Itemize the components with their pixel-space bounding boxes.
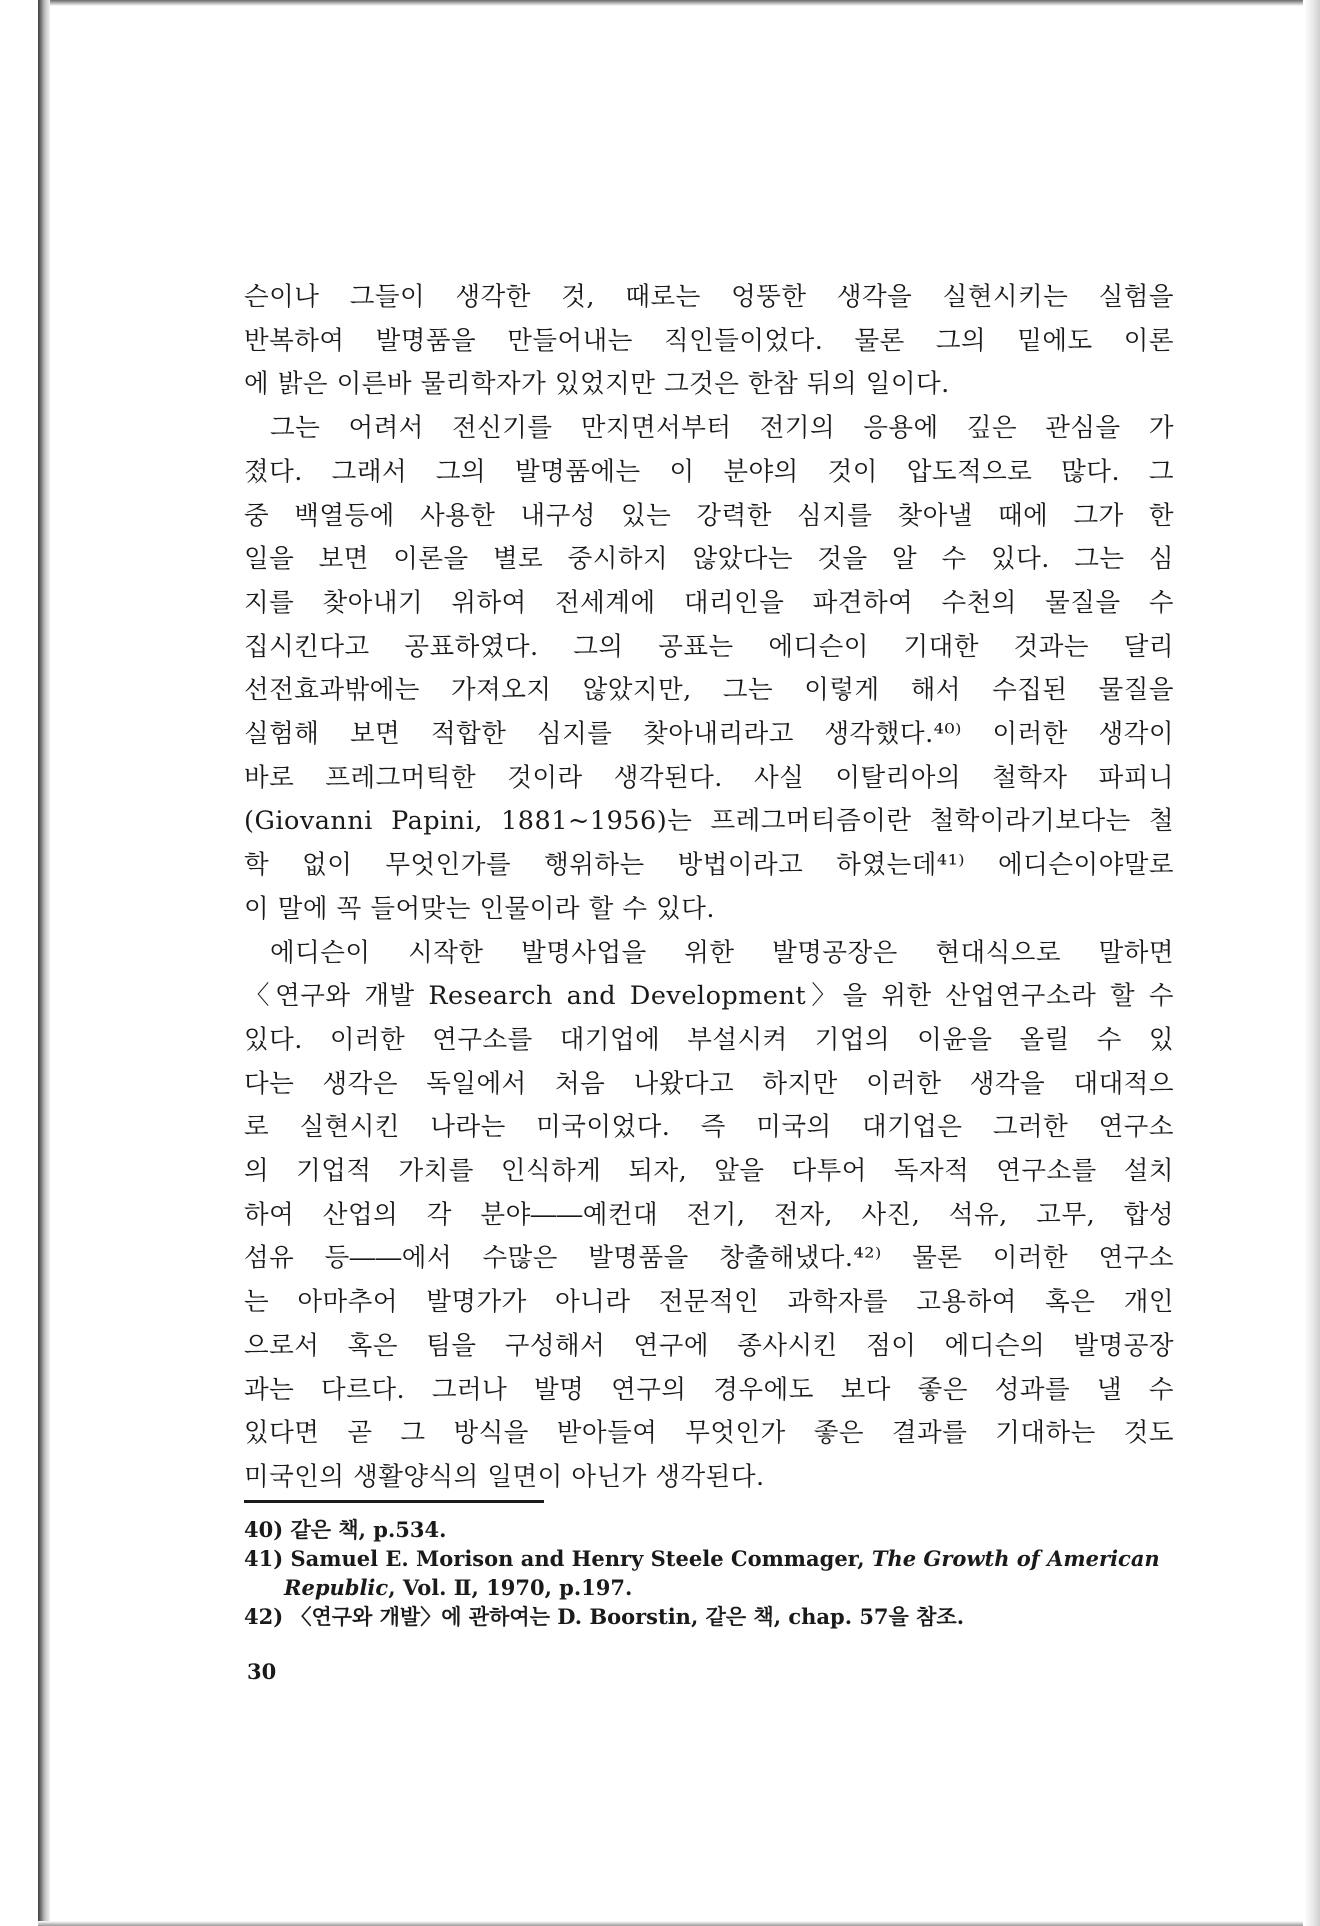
text-line: 에 밝은 이른바 물리학자가 있었지만 그것은 한참 뒤의 일이다. [244,369,950,400]
text-line: 있다. 이러한 연구소를 대기업에 부설시켜 기업의 이윤을 올릴 수 있 [244,1024,1174,1055]
text-line: 바로 프레그머틱한 것이라 생각된다. 사실 이탈리아의 철학자 파피니 [244,762,1174,793]
text-line: 로 실현시킨 나라는 미국이었다. 즉 미국의 대기업은 그러한 연구소 [244,1112,1174,1143]
paragraph-1 [244,276,1174,407]
page-body [244,276,1174,1500]
text-line: 학 없이 무엇인가를 행위하는 방법이라고 하였는데⁴¹⁾ 에디슨이야말로 [244,850,1174,881]
paragraph-3 [244,932,1174,1500]
paragraph-2 [244,407,1174,931]
text-line: 실험해 보면 적합한 심지를 찾아내리라고 생각했다.⁴⁰⁾ 이러한 생각이 [244,719,1174,750]
text-line: 반복하여 발명품을 만들어내는 직인들이었다. 물론 그의 밑에도 이론 [244,325,1174,356]
text-line: 슨이나 그들이 생각한 것, 때로는 엉뚱한 생각을 실현시키는 실험을 [244,282,1174,312]
page-edge-left [38,0,50,1926]
text-line: 미국인의 생활양식의 일면이 아닌가 생각된다. [244,1461,765,1492]
footnote-41-title-end: Republic [284,1575,389,1600]
text-line: 일을 보면 이론을 별로 중시하지 않았다는 것을 알 수 있다. 그는 심 [244,544,1174,575]
text-line: 〈연구와 개발 Research and Development〉을 위한 산업연구소라 할 수 [244,981,1174,1012]
footnote-rule [244,1500,544,1503]
footnote-41-title: The Growth of American [871,1546,1160,1571]
text-line: (Giovanni Papini, 1881~1956)는 프레그머티즘이란 철학이라기보다는 철 [244,806,1174,837]
text-line: 는 아마추어 발명가가 아니라 전문적인 과학자를 고용하여 혹은 개인 [244,1287,1174,1318]
page-edge-right [1304,0,1320,1926]
text-line: 선전효과밖에는 가져오지 않았지만, 그는 이렇게 해서 수집된 물질을 [244,675,1174,706]
text-line: 졌다. 그래서 그의 발명품에는 이 분야의 것이 압도적으로 많다. 그 [244,456,1174,487]
text-line: 하여 산업의 각 분야――예컨대 전기, 전자, 사진, 석유, 고무, 합성 [244,1199,1174,1230]
text-line: 지를 찾아내기 위하여 전세계에 대리인을 파견하여 수천의 물질을 수 [244,587,1174,618]
footnote-41-text: 41) Samuel E. Morison and Henry Steele Commager, [244,1546,872,1571]
text-line: 있다면 곧 그 방식을 받아들여 무엇인가 좋은 결과를 기대하는 것도 [244,1418,1174,1449]
page-edge-top [38,0,1303,6]
footnote-41-continued [244,1573,1174,1602]
page-edge-bottom [38,1921,1303,1926]
text-line: 의 기업적 가치를 인식하게 되자, 앞을 다투어 독자적 연구소를 설치 [244,1156,1174,1187]
footnote-41 [244,1544,1174,1573]
text-line: 과는 다르다. 그러나 발명 연구의 경우에도 보다 좋은 성과를 낼 수 [244,1374,1174,1405]
text-line: 이 말에 꼭 들어맞는 인물이라 할 수 있다. [244,893,715,924]
text-line: 다는 생각은 독일에서 처음 나왔다고 하지만 이러한 생각을 대대적으 [244,1068,1174,1099]
text-line: 으로서 혹은 팀을 구성해서 연구에 종사시킨 점이 에디슨의 발명공장 [244,1330,1174,1361]
text-line: 중 백열등에 사용한 내구성 있는 강력한 심지를 찾아낼 때에 그가 한 [244,500,1174,531]
footnote-42: 42) 〈연구와 개발〉에 관하여는 D. Boorstin, 같은 책, chap. 57을 참조. [244,1604,965,1629]
page-number: 30 [247,1659,277,1684]
footnotes [244,1515,1174,1631]
footnote-40: 40) 같은 책, p.534. [244,1517,447,1542]
footnote-41-citation: , Vol. Ⅱ, 1970, p.197. [388,1575,633,1600]
text-line: 에디슨이 시작한 발명사업을 위한 발명공장은 현대식으로 말하면 [270,937,1174,968]
text-line: 섬유 등――에서 수많은 발명품을 창출해냈다.⁴²⁾ 물론 이러한 연구소 [244,1243,1174,1274]
text-line: 집시킨다고 공표하였다. 그의 공표는 에디슨이 기대한 것과는 달리 [244,631,1174,662]
text-line: 그는 어려서 전신기를 만지면서부터 전기의 응용에 깊은 관심을 가 [270,413,1174,444]
